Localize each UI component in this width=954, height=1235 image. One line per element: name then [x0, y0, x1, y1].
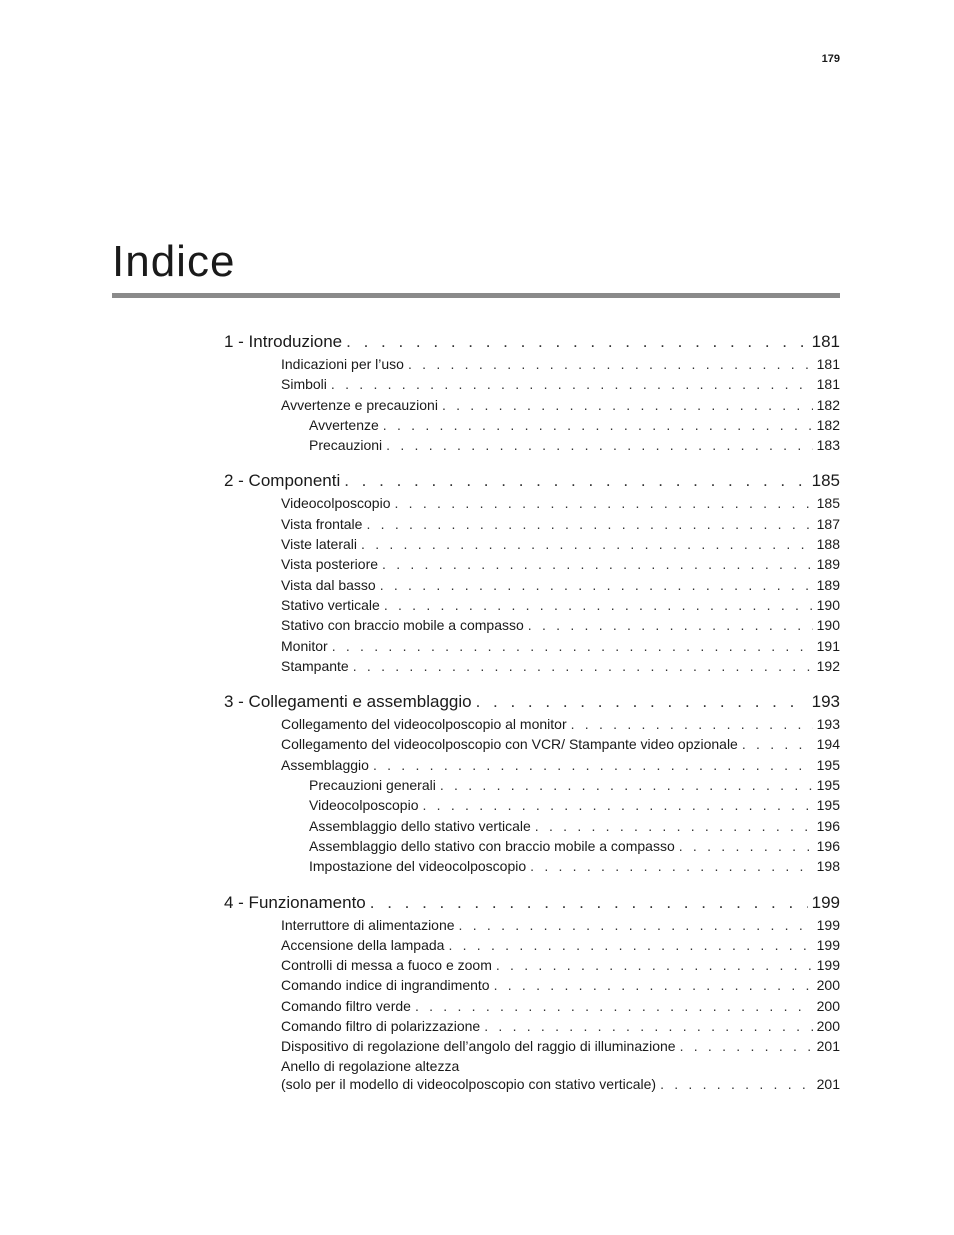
toc-entry-page: 181	[816, 376, 840, 393]
toc-entry-label: Viste laterali	[281, 536, 358, 553]
toc-subentry[interactable]	[224, 836, 840, 856]
dot-leader	[331, 374, 813, 394]
dot-leader	[423, 795, 813, 815]
dot-leader	[370, 891, 808, 915]
toc-entry-label: Interruttore di alimentazione	[281, 916, 455, 933]
toc-entry-page: 200	[816, 997, 840, 1014]
toc-entry[interactable]	[224, 575, 840, 595]
toc-entry-page: 195	[816, 797, 840, 814]
toc-subentry[interactable]	[224, 415, 840, 435]
dot-leader	[384, 595, 813, 615]
toc-entry-page: 189	[816, 576, 840, 593]
toc-entry-label: 3 - Collegamenti e assemblaggio	[224, 692, 472, 712]
toc-entry[interactable]	[224, 493, 840, 513]
toc-entry[interactable]	[224, 955, 840, 975]
toc-entry-page: 187	[816, 515, 840, 532]
toc-entry-label: Dispositivo di regolazione dell’angolo del raggio di illuminazione	[281, 1038, 676, 1055]
page-title: Indice	[112, 237, 236, 286]
toc-entry-label-continued: (solo per il modello di videocolposcopio con stativo verticale)	[281, 1076, 657, 1093]
dot-leader	[530, 856, 813, 876]
dot-leader	[344, 469, 807, 493]
toc-entry[interactable]	[224, 714, 840, 734]
dot-leader	[448, 935, 812, 955]
dot-leader	[408, 354, 813, 374]
toc-entry[interactable]	[224, 734, 840, 754]
toc-entry-label: Collegamento del videocolposcopio al monitor	[281, 716, 567, 733]
toc-entry-label: Vista dal basso	[281, 576, 376, 593]
toc-entry-label: Comando filtro verde	[281, 997, 411, 1014]
toc-section-funzionamento	[224, 891, 840, 1094]
toc-entry[interactable]	[224, 755, 840, 775]
toc-entry-label: Precauzioni generali	[309, 777, 436, 794]
toc-entry[interactable]	[224, 354, 840, 374]
toc-entry-page: 198	[816, 858, 840, 875]
table-of-contents	[224, 330, 840, 1108]
toc-entry-label: Impostazione del videocolposcopio	[309, 858, 527, 875]
dot-leader	[476, 690, 808, 714]
toc-chapter-entry[interactable]	[224, 891, 840, 915]
dot-leader	[442, 395, 813, 415]
toc-entry[interactable]	[224, 1036, 840, 1056]
toc-entry-label: Vista posteriore	[281, 556, 379, 573]
dot-leader	[571, 714, 813, 734]
toc-entry[interactable]	[224, 554, 840, 574]
dot-leader	[332, 636, 813, 656]
toc-entry-page: 201	[816, 1076, 840, 1093]
toc-entry-label: Avvertenze	[309, 416, 379, 433]
toc-entry-page: 181	[811, 332, 840, 351]
dot-leader	[353, 656, 813, 676]
toc-entry[interactable]	[224, 615, 840, 635]
toc-entry-page: 199	[816, 916, 840, 933]
dot-leader	[382, 554, 813, 574]
toc-entry-page: 194	[816, 736, 840, 753]
toc-entry[interactable]	[224, 514, 840, 534]
toc-entry-label: Assemblaggio dello stativo con braccio mobile a compasso	[309, 837, 675, 854]
toc-entry-label: 1 - Introduzione	[224, 332, 343, 351]
dot-leader	[742, 734, 813, 754]
dot-leader	[386, 435, 812, 455]
toc-entry-label: Anello di regolazione altezza	[281, 1057, 460, 1074]
toc-entry-label: 2 - Componenti	[224, 471, 341, 491]
toc-entry-label: Assemblaggio	[281, 756, 369, 773]
toc-entry-page: 185	[811, 471, 840, 491]
toc-entry[interactable]	[224, 656, 840, 676]
toc-entry[interactable]	[224, 1016, 840, 1036]
dot-leader	[494, 975, 813, 995]
toc-subentry[interactable]	[224, 435, 840, 455]
toc-entry-label: Stativo verticale	[281, 596, 380, 613]
page-number: 179	[821, 53, 840, 65]
toc-entry-page: 200	[816, 1018, 840, 1035]
dot-leader	[679, 836, 813, 856]
toc-entry-page: 181	[816, 356, 840, 372]
toc-entry-page: 199	[816, 957, 840, 974]
toc-entry-page: 183	[816, 437, 840, 454]
toc-entry-page: 199	[811, 892, 840, 912]
toc-entry-page: 201	[816, 1038, 840, 1055]
toc-entry-page: 190	[816, 617, 840, 634]
toc-subentry[interactable]	[224, 816, 840, 836]
toc-entry-label: Vista frontale	[281, 515, 363, 532]
toc-entry-page: 188	[816, 536, 840, 553]
toc-entry-multiline[interactable]	[224, 1057, 840, 1094]
dot-leader	[373, 755, 813, 775]
toc-entry-page: 182	[816, 396, 840, 413]
toc-entry[interactable]	[224, 374, 840, 394]
toc-subentry[interactable]	[224, 856, 840, 876]
toc-entry-label: Comando indice di ingrandimento	[281, 977, 490, 994]
dot-leader	[361, 534, 813, 554]
toc-chapter-entry[interactable]	[224, 330, 840, 354]
dot-leader	[395, 493, 813, 513]
toc-entry-page: 192	[816, 657, 840, 674]
toc-subentry[interactable]	[224, 795, 840, 815]
dot-leader	[528, 615, 813, 635]
toc-entry-page: 193	[811, 692, 840, 712]
toc-entry-label: Avvertenze e precauzioni	[281, 396, 438, 413]
toc-entry[interactable]	[224, 534, 840, 554]
toc-entry[interactable]	[224, 636, 840, 656]
dot-leader	[383, 415, 813, 435]
toc-section-collegamenti	[224, 690, 840, 876]
toc-entry-page: 195	[816, 777, 840, 794]
toc-entry-label: Stativo con braccio mobile a compasso	[281, 617, 524, 634]
toc-entry-label: Simboli	[281, 376, 327, 393]
toc-entry[interactable]	[224, 595, 840, 615]
toc-entry-label: Stampante	[281, 657, 349, 674]
toc-entry-page: 193	[816, 716, 840, 733]
dot-leader	[535, 816, 813, 836]
dot-leader	[380, 575, 813, 595]
dot-leader	[440, 775, 813, 795]
dot-leader	[415, 996, 813, 1016]
toc-subentry[interactable]	[224, 775, 840, 795]
toc-entry-page: 182	[816, 416, 840, 433]
toc-entry-label: Indicazioni per l’uso	[281, 356, 404, 372]
dot-leader	[660, 1075, 813, 1094]
toc-entry[interactable]	[224, 395, 840, 415]
dot-leader	[366, 514, 812, 534]
toc-entry[interactable]	[224, 935, 840, 955]
toc-entry-label: Precauzioni	[309, 437, 383, 454]
toc-entry-page: 200	[816, 977, 840, 994]
dot-leader	[680, 1036, 813, 1056]
dot-leader	[459, 915, 813, 935]
toc-section-introduzione	[224, 330, 840, 455]
toc-entry-page: 196	[816, 817, 840, 834]
toc-entry-page: 185	[816, 495, 840, 512]
title-rule	[112, 293, 840, 298]
dot-leader	[346, 330, 807, 354]
toc-entry-page: 191	[816, 637, 840, 654]
toc-entry[interactable]	[224, 915, 840, 935]
dot-leader	[484, 1016, 812, 1036]
toc-chapter-entry[interactable]	[224, 469, 840, 493]
toc-entry-label: Videocolposcopio	[281, 495, 391, 512]
toc-entry-label: Accensione della lampada	[281, 936, 445, 953]
toc-entry-label: 4 - Funzionamento	[224, 892, 366, 912]
toc-section-componenti	[224, 469, 840, 676]
toc-entry-label: Monitor	[281, 637, 328, 654]
toc-entry-label: Collegamento del videocolposcopio con VCR/ Stampante video opzionale	[281, 736, 738, 753]
toc-entry-label: Assemblaggio dello stativo verticale	[309, 817, 531, 834]
toc-entry-label: Videocolposcopio	[309, 797, 419, 814]
toc-entry[interactable]	[224, 975, 840, 995]
toc-entry-label: Controlli di messa a fuoco e zoom	[281, 957, 492, 974]
toc-entry-label: Comando filtro di polarizzazione	[281, 1018, 481, 1035]
toc-entry-page: 190	[816, 596, 840, 613]
toc-entry[interactable]	[224, 996, 840, 1016]
toc-entry-page: 196	[816, 837, 840, 854]
dot-leader	[496, 955, 813, 975]
toc-chapter-entry[interactable]	[224, 690, 840, 714]
toc-entry-page: 199	[816, 936, 840, 953]
toc-entry-page: 189	[816, 556, 840, 573]
toc-entry-page: 195	[816, 756, 840, 773]
